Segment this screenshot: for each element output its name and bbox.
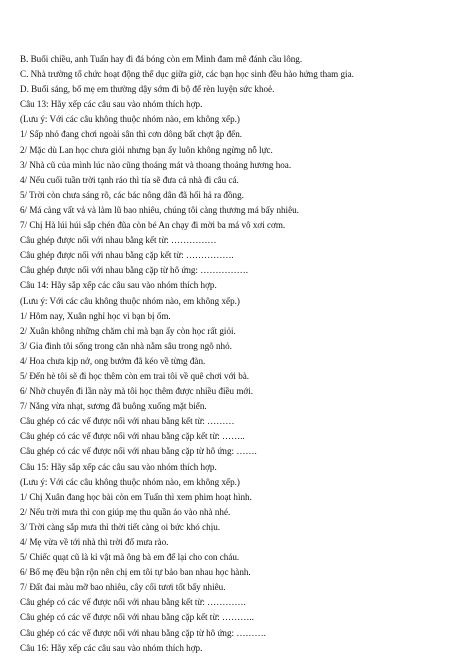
text-line: B. Buổi chiều, anh Tuấn hay đi đá bóng còn em Minh đam mê đánh cầu lông.: [20, 54, 303, 64]
question-heading: Câu 16: Hãy xếp các câu sau vào nhóm thích hợp.: [20, 642, 203, 653]
text-line: D. Buổi sáng, bố mẹ em thường dậy sớm đi bộ để rèn luyện sức khoẻ.: [20, 84, 275, 95]
text-line: Câu ghép có các vế được nối với nhau bằng cặp từ hô ứng: …….: [20, 446, 257, 457]
text-line: 6/ Má càng vất vả và làm lũ bao nhiêu, chúng tôi càng thương má bấy nhiêu.: [20, 204, 299, 215]
text-line: Câu ghép có các vế được nối với nhau bằng kết từ: ………: [20, 416, 235, 427]
document-body: [20, 52, 430, 656]
text-line: C. Nhà trường tổ chức hoạt động thể dục giữa giờ, các bạn học sinh đều hào hứng tham gia.: [20, 69, 354, 80]
text-line: 6/ Bố mẹ đều bận rộn nên chị em tôi tự bảo ban nhau học hành.: [20, 567, 251, 578]
text-line: (Lưu ý: Với các câu không thuộc nhóm nào, em không xếp.): [20, 295, 240, 306]
text-line: Câu ghép có các vế được nối với nhau bằng cặp từ hô ứng: ……….: [20, 627, 266, 638]
text-line: 3/ Gia đình tôi sống trong căn nhà nằm sâu trong ngõ nhỏ.: [20, 340, 232, 351]
text-line: 2/ Xuân không những chăm chỉ mà bạn ấy còn học rất giỏi.: [20, 325, 236, 336]
text-line: 5/ Chiếc quạt cũ là kỉ vật mà ông bà em để lại cho con cháu.: [20, 552, 240, 563]
text-line: 3/ Trời càng sắp mưa thì thời tiết càng oi bức khó chịu.: [20, 521, 221, 532]
text-line: 1/ Sấp nhỏ đang chơi ngoài sân thì cơn dông bất chợt ập đến.: [20, 129, 243, 140]
text-line: 4/ Hoa chưa kịp nở, ong bướm đã kéo về từng đàn.: [20, 355, 206, 366]
question-heading: Câu 14: Hãy sắp xếp các câu sau vào nhóm thích hợp.: [20, 280, 217, 291]
text-line: 2/ Mặc dù Lan học chưa giỏi nhưng bạn ấy luôn không ngừng nỗ lực.: [20, 144, 273, 155]
text-line: 6/ Nhờ chuyến đi lần này mà tôi học thêm được nhiều điều mới.: [20, 386, 254, 397]
text-line: Câu ghép có các vế được nối với nhau bằng cặp kết từ: ………..: [20, 612, 254, 623]
text-line: Câu ghép được nối với nhau bằng cặp từ hô ứng: …………….: [20, 265, 248, 276]
text-line: 7/ Nắng vừa nhạt, sương đã buông xuống mặt biển.: [20, 401, 207, 412]
text-line: 4/ Mẹ vừa về tới nhà thì trời đổ mưa rào.: [20, 537, 169, 547]
question-heading: Câu 13: Hãy xếp các câu sau vào nhóm thích hợp.: [20, 99, 203, 110]
text-line: Câu ghép có các vế được nối với nhau bằng cặp kết từ: ……..: [20, 431, 245, 442]
text-line: 4/ Nếu cuối tuần trời tạnh ráo thì tía sẽ đưa cả nhà đi câu cá.: [20, 174, 239, 185]
text-line: 7/ Chị Hà lúi húi sắp chén đũa còn bé An chạy đi mời ba má vô xơi cơm.: [20, 220, 286, 231]
text-line: 3/ Nhà cũ của mình lúc nào cũng thoáng mát và thoang thoảng hương hoa.: [20, 159, 292, 170]
text-line: Câu ghép được nối với nhau bằng kết từ: ……………: [20, 235, 217, 246]
text-line: 5/ Đến hè tôi sẽ đi học thêm còn em trai tôi về quê chơi với bà.: [20, 370, 250, 381]
text-line: Câu ghép có các vế được nối với nhau bằng kết từ: ………….: [20, 597, 246, 608]
text-line: 1/ Chị Xuân đang học bài còn em Tuấn thì xem phim hoạt hình.: [20, 491, 252, 502]
text-line: 1/ Hôm nay, Xuân nghỉ học vì bạn bị ốm.: [20, 310, 171, 321]
text-line: 7/ Đất đai màu mỡ bao nhiêu, cây cối tươi tốt bấy nhiêu.: [20, 582, 226, 593]
text-line: Câu ghép được nối với nhau bằng cặp kết từ: …………….: [20, 250, 234, 261]
text-line: 5/ Trời còn chưa sáng rõ, các bác nông dân đã hối hả ra đồng.: [20, 189, 244, 200]
text-line: (Lưu ý: Với các câu không thuộc nhóm nào, em không xếp.): [20, 476, 240, 487]
text-line: 2/ Nếu trời mưa thì con giúp mẹ thu quần áo vào nhà nhé.: [20, 506, 231, 517]
question-heading: Câu 15: Hãy sắp xếp các câu sau vào nhóm thích hợp.: [20, 461, 217, 472]
text-line: (Lưu ý: Với các câu không thuộc nhóm nào, em không xếp.): [20, 114, 240, 125]
